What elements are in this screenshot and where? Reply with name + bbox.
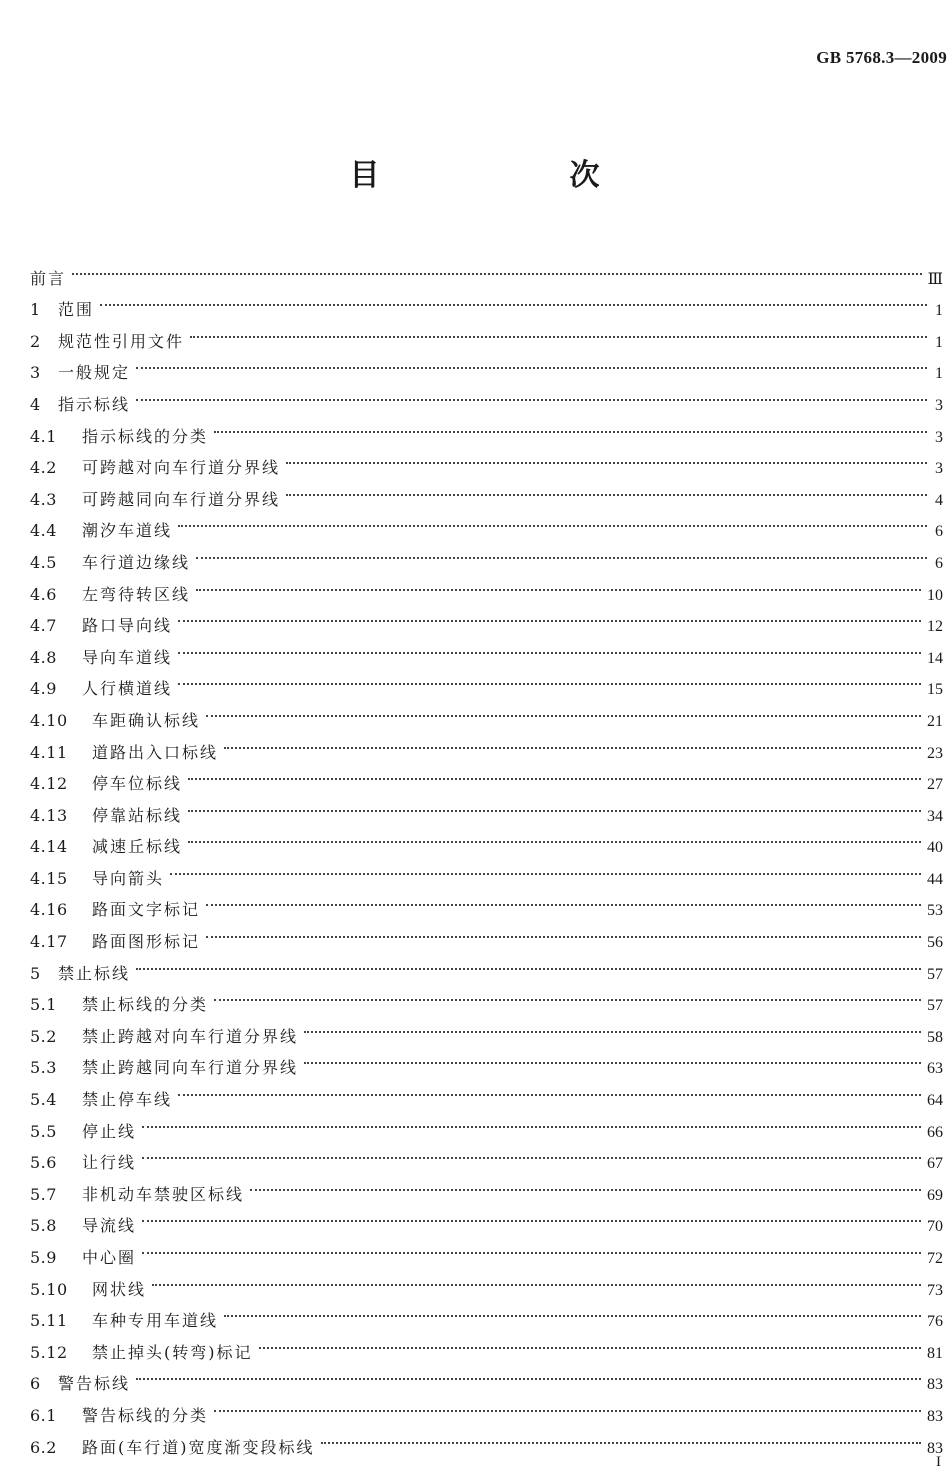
toc-entry-label: 导向车道线	[82, 647, 173, 667]
toc-entry[interactable]	[30, 1168, 943, 1204]
toc-entry-label: 禁止掉头(转弯)标记	[92, 1342, 253, 1362]
toc-leader-dots	[206, 915, 921, 947]
toc-entry-page: 64	[927, 1092, 943, 1110]
toc-entry-label: 导向箭头	[92, 868, 165, 888]
toc-leader-dots	[136, 378, 927, 410]
toc-entry-number: 5.4	[30, 1090, 57, 1110]
toc-entry-number: 4.3	[30, 489, 57, 509]
toc-entry-page: 57	[927, 997, 943, 1015]
toc-entry[interactable]	[30, 378, 943, 414]
toc-entry[interactable]	[30, 347, 943, 383]
toc-leader-dots	[136, 347, 927, 379]
toc-entry-page: 1	[935, 302, 943, 320]
toc-entry-label: 指示标线	[58, 394, 131, 414]
toc-entry-number: 4.2	[30, 458, 57, 478]
toc-entry-page: 72	[927, 1250, 943, 1267]
toc-leader-dots	[214, 1389, 921, 1421]
toc-entry-number: 4.12	[30, 774, 68, 794]
toc-entry-page: 81	[927, 1344, 943, 1362]
toc-entry[interactable]	[30, 410, 943, 446]
toc-entry-number: 5.8	[30, 1216, 57, 1236]
toc-leader-dots	[178, 663, 921, 695]
toc-entry-number: 4.11	[30, 742, 68, 762]
toc-leader-dots	[136, 947, 921, 979]
toc-leader-dots	[188, 758, 921, 790]
toc-entry-number: 4.10	[30, 710, 68, 730]
toc-entry-label: 让行线	[82, 1153, 137, 1173]
toc-entry-label: 停靠站标线	[92, 805, 183, 825]
toc-leader-dots	[304, 1042, 921, 1074]
toc-entry-page: 56	[927, 934, 943, 952]
toc-entry-number: 4.13	[30, 805, 68, 825]
toc-leader-dots	[188, 789, 921, 821]
toc-entry-page: 4	[935, 491, 943, 509]
toc-entry-number: 4.7	[30, 616, 57, 636]
toc-leader-dots	[196, 536, 927, 568]
toc-entry-page: 15	[927, 681, 943, 699]
toc-leader-dots	[136, 1358, 921, 1390]
toc-entry-page: 57	[927, 965, 943, 983]
toc-entry-page: 10	[927, 586, 943, 604]
toc-entry-page: 21	[927, 712, 943, 730]
toc-entry-page: 76	[927, 1313, 943, 1331]
toc-leader-dots	[214, 410, 927, 442]
toc-entry-label: 指示标线的分类	[82, 426, 209, 446]
toc-entry[interactable]	[30, 1263, 943, 1299]
toc-entry-page: 6	[935, 523, 943, 541]
toc-entry-page: 83	[927, 1376, 943, 1394]
toc-entry-label: 禁止跨越同向车行道分界线	[82, 1058, 299, 1078]
toc-leader-dots	[224, 726, 921, 758]
toc-entry[interactable]	[30, 979, 943, 1015]
toc-entry[interactable]	[30, 1295, 943, 1331]
toc-leader-dots	[170, 852, 921, 884]
toc-entry-label: 禁止标线	[58, 963, 131, 983]
toc-entry-label: 路口导向线	[82, 616, 173, 636]
toc-entry-page: 34	[927, 807, 943, 825]
toc-entry-number: 5.1	[30, 995, 57, 1015]
toc-entry[interactable]	[30, 252, 943, 288]
toc-entry-label: 车行道边缘线	[82, 552, 191, 572]
toc-leader-dots	[178, 1073, 921, 1105]
toc-leader-dots	[142, 1200, 921, 1232]
toc-entry-page: 3	[935, 428, 943, 446]
toc-entry-label: 一般规定	[58, 363, 131, 383]
toc-entry-page: 27	[927, 776, 943, 794]
toc-leader-dots	[152, 1263, 921, 1295]
toc-entry-number: 5.6	[30, 1153, 57, 1173]
toc-entry-label: 非机动车禁驶区标线	[82, 1184, 245, 1204]
toc-entry-label: 减速丘标线	[92, 837, 183, 857]
toc-entry-page: 3	[935, 396, 943, 414]
toc-entry-page: 44	[927, 870, 943, 888]
toc-leader-dots	[250, 1168, 921, 1200]
toc-entry-page: 58	[927, 1028, 943, 1046]
toc-entry-label: 规范性引用文件	[58, 331, 185, 351]
toc-entry-label: 车距确认标线	[92, 710, 201, 730]
toc-entry-number: 2	[30, 331, 41, 351]
toc-entry-page: 69	[927, 1186, 943, 1204]
toc-leader-dots	[286, 473, 927, 505]
toc-entry-label: 潮汐车道线	[82, 521, 173, 541]
toc-leader-dots	[304, 1010, 921, 1042]
toc-entry-number: 5.10	[30, 1279, 68, 1299]
toc-entry-number: 5.11	[30, 1311, 68, 1331]
toc-entry-page: 83	[927, 1439, 943, 1457]
toc-entry-page: 23	[927, 744, 943, 762]
toc-entry[interactable]	[30, 315, 943, 351]
toc-entry-label: 路面(车行道)宽度渐变段标线	[82, 1437, 315, 1457]
toc-entry-number: 4.4	[30, 521, 57, 541]
toc-leader-dots	[188, 821, 921, 853]
toc-entry-label: 可跨越对向车行道分界线	[82, 458, 281, 478]
toc-entry-label: 停止线	[82, 1121, 137, 1141]
toc-entry-number: 5.5	[30, 1121, 57, 1141]
toc-entry-number: 4.6	[30, 584, 57, 604]
toc-entry-page: 12	[927, 618, 943, 636]
toc-entry-number: 5.7	[30, 1184, 57, 1204]
toc-entry-page: 63	[927, 1060, 943, 1078]
toc-leader-dots	[321, 1421, 922, 1453]
toc-entry[interactable]	[30, 1231, 943, 1267]
toc-entry-label: 路面文字标记	[92, 900, 201, 920]
toc-entry-page: 3	[935, 460, 943, 478]
toc-entry-number: 5.3	[30, 1058, 57, 1078]
toc-entry-label: 禁止停车线	[82, 1090, 173, 1110]
toc-entry[interactable]	[30, 1137, 943, 1173]
toc-entry-label: 警告标线	[58, 1374, 131, 1394]
toc-leader-dots	[178, 505, 927, 537]
toc-leader-dots	[224, 1295, 921, 1327]
toc-entry-number: 5	[30, 963, 41, 983]
toc-leader-dots	[178, 631, 921, 663]
toc-leader-dots	[178, 600, 921, 632]
toc-entry-number: 4.9	[30, 679, 57, 699]
toc-leader-dots	[259, 1326, 922, 1358]
toc-entry-number: 1	[30, 300, 41, 320]
toc-entry-label: 路面图形标记	[92, 932, 201, 952]
toc-leader-dots	[196, 568, 921, 600]
toc-leader-dots	[206, 884, 921, 916]
toc-entry-page: 53	[927, 902, 943, 920]
toc-entry[interactable]	[30, 1389, 943, 1425]
toc-entry-page: Ⅲ	[927, 270, 943, 288]
toc-entry-number: 4.16	[30, 900, 68, 920]
toc-entry-page: 14	[927, 649, 943, 667]
toc-entry-label: 网状线	[92, 1279, 147, 1299]
toc-entry-page: 67	[927, 1155, 943, 1173]
toc-entry-number: 6.1	[30, 1405, 57, 1425]
toc-entry-label: 禁止标线的分类	[82, 995, 209, 1015]
toc-entry-number: 4.17	[30, 932, 68, 952]
toc-leader-dots	[190, 315, 927, 347]
toc-entry-label: 车种专用车道线	[92, 1311, 219, 1331]
toc-entry-page: 70	[927, 1218, 943, 1236]
toc-entry[interactable]	[30, 947, 943, 983]
toc-entry-label: 禁止跨越对向车行道分界线	[82, 1026, 299, 1046]
toc-entry-label: 前言	[30, 268, 67, 288]
toc-entry-number: 5.12	[30, 1342, 68, 1362]
toc-entry-label: 中心圈	[82, 1248, 137, 1267]
toc-entry-label: 人行横道线	[82, 679, 173, 699]
toc-entry-number: 5.9	[30, 1248, 57, 1267]
toc-entry-page: 6	[935, 554, 943, 572]
toc-entry-label: 导流线	[82, 1216, 137, 1236]
toc-entry[interactable]	[30, 1358, 943, 1394]
toc-entry-number: 4.5	[30, 552, 57, 572]
toc-entry-page: 1	[935, 365, 943, 383]
toc-entry-label: 警告标线的分类	[82, 1405, 209, 1425]
toc-leader-dots	[214, 979, 921, 1011]
toc-entry-page: 40	[927, 839, 943, 857]
toc-leader-dots	[142, 1105, 921, 1137]
toc-entry-number: 6.2	[30, 1437, 57, 1457]
toc-entry-label: 左弯待转区线	[82, 584, 191, 604]
toc-leader-dots	[142, 1231, 921, 1263]
toc-leader-dots	[142, 1137, 921, 1169]
page-title: 目 次	[349, 158, 680, 193]
toc-entry[interactable]	[30, 1200, 943, 1236]
toc-entry-number: 4.1	[30, 426, 57, 446]
toc-leader-dots	[100, 284, 927, 316]
toc-entry-page: 1	[935, 333, 943, 351]
page-number: I	[936, 1454, 941, 1470]
toc-entry-page: 66	[927, 1123, 943, 1141]
toc-leader-dots	[72, 252, 922, 284]
toc-entry-number: 6	[30, 1374, 41, 1394]
toc-entry[interactable]	[30, 1105, 943, 1141]
toc-entry-label: 范围	[58, 300, 95, 320]
toc-entry-label: 道路出入口标线	[92, 742, 219, 762]
toc-leader-dots	[286, 442, 927, 474]
toc-entry-number: 4	[30, 394, 41, 414]
toc-entry[interactable]	[30, 284, 943, 320]
table-of-contents	[30, 252, 943, 1457]
toc-entry-page: 73	[927, 1281, 943, 1299]
standard-code: GB 5768.3—2009	[816, 48, 947, 67]
toc-entry-number: 4.8	[30, 647, 57, 667]
toc-entry-number: 4.14	[30, 837, 68, 857]
toc-leader-dots	[206, 694, 921, 726]
toc-entry-page: 83	[927, 1407, 943, 1425]
toc-entry-number: 5.2	[30, 1026, 57, 1046]
toc-entry-number: 3	[30, 363, 41, 383]
toc-entry-number: 4.15	[30, 868, 68, 888]
toc-entry-label: 停车位标线	[92, 774, 183, 794]
toc-entry-label: 可跨越同向车行道分界线	[82, 489, 281, 509]
